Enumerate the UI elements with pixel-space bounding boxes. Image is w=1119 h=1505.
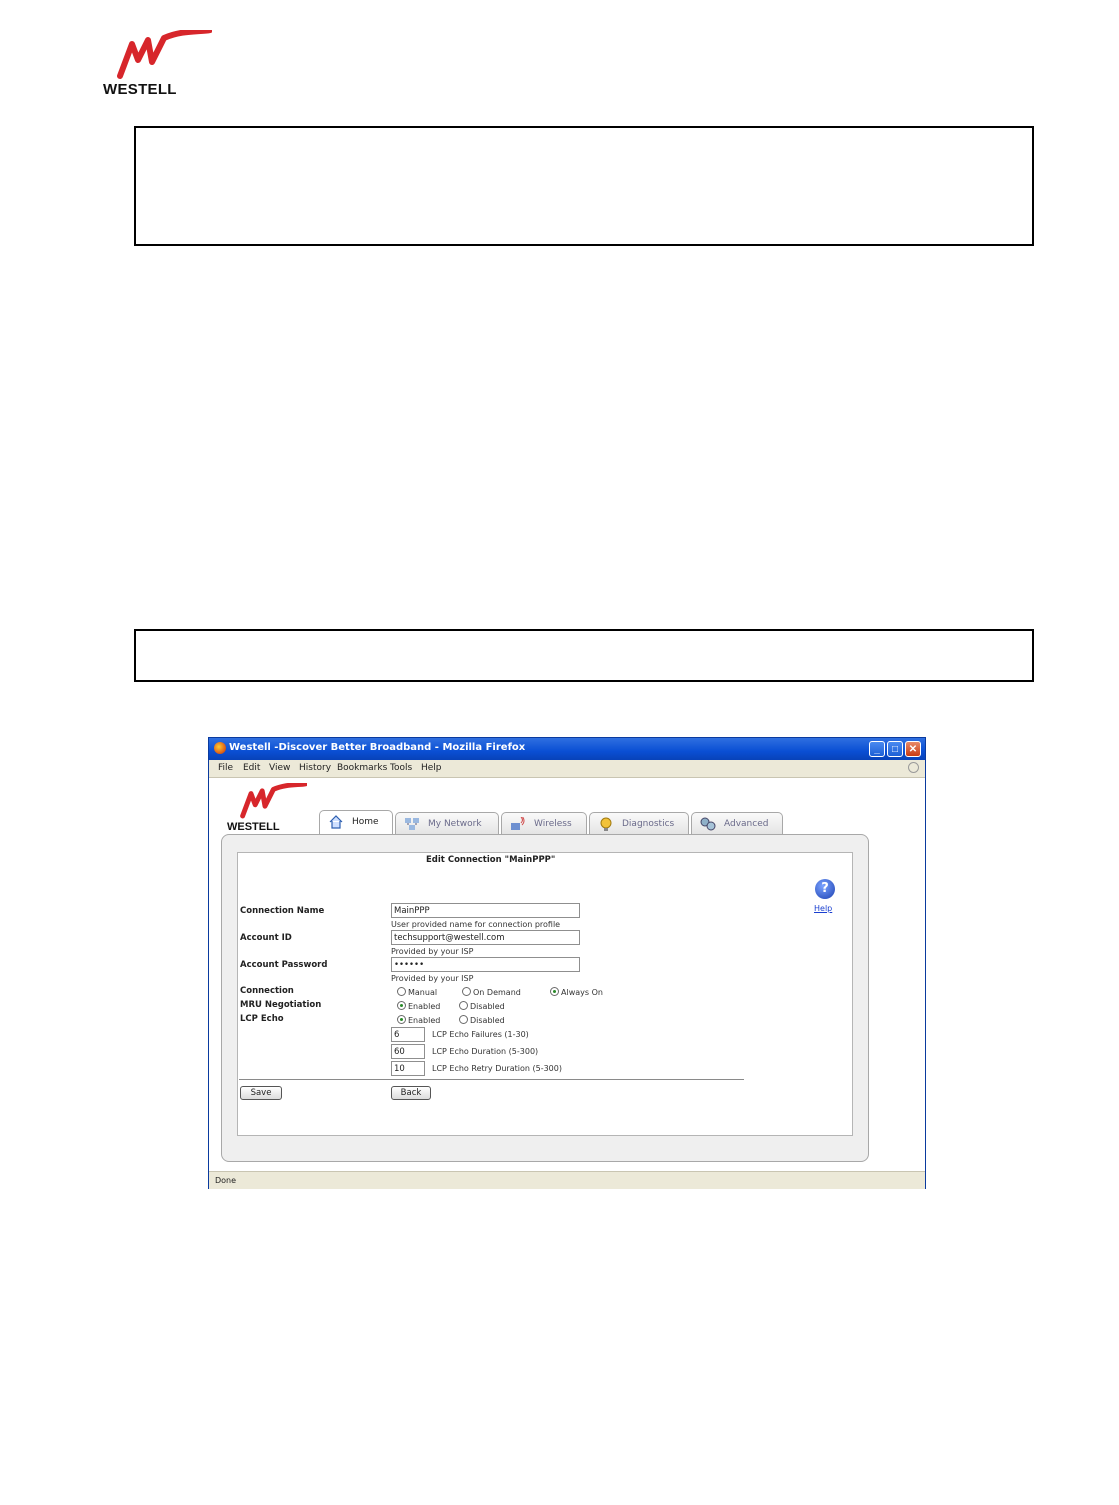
mru-disabled-label: Disabled bbox=[470, 1002, 505, 1011]
help-icon[interactable]: ? bbox=[815, 879, 835, 899]
form-panel bbox=[237, 852, 853, 1136]
connection-manual-label: Manual bbox=[408, 988, 438, 997]
logo-wordmark: WESTELL bbox=[227, 821, 280, 833]
menu-history[interactable]: History bbox=[299, 763, 332, 773]
westell-logo bbox=[100, 30, 210, 100]
account-id-input[interactable]: techsupport@westell.com bbox=[391, 930, 580, 945]
menu-view[interactable]: View bbox=[269, 763, 291, 773]
status-text: Done bbox=[215, 1176, 237, 1185]
lcp-echo-retry-input[interactable]: 10 bbox=[391, 1061, 425, 1076]
connection-manual-radio[interactable] bbox=[397, 987, 406, 996]
save-button[interactable]: Save bbox=[240, 1086, 282, 1100]
account-password-input[interactable]: •••••• bbox=[391, 957, 580, 972]
tab-wireless[interactable] bbox=[501, 812, 587, 834]
connection-name-input[interactable]: MainPPP bbox=[391, 903, 580, 918]
logo-wordmark: WESTELL bbox=[103, 81, 177, 98]
menu-file[interactable]: File bbox=[218, 763, 234, 773]
home-icon bbox=[328, 815, 344, 829]
form-divider bbox=[239, 1079, 744, 1080]
lcp-echo-failures-input[interactable]: 6 bbox=[391, 1027, 425, 1042]
status-bar bbox=[209, 1171, 925, 1189]
browser-window bbox=[208, 737, 926, 1189]
mru-enabled-label: Enabled bbox=[408, 1002, 441, 1011]
tab-label: Home bbox=[352, 817, 379, 827]
lcp-echo-retry-label: LCP Echo Retry Duration (5-300) bbox=[432, 1064, 562, 1073]
lcp-echo-failures-label: LCP Echo Failures (1-30) bbox=[432, 1030, 529, 1039]
wireless-icon bbox=[510, 817, 526, 831]
maximize-button[interactable]: □ bbox=[887, 741, 903, 757]
help-link[interactable]: Help bbox=[814, 904, 833, 913]
menu-bar bbox=[209, 760, 925, 778]
account-id-hint: Provided by your ISP bbox=[391, 947, 474, 956]
diagnostics-icon bbox=[598, 817, 614, 831]
lcp-disabled-label: Disabled bbox=[470, 1016, 505, 1025]
tab-label: Wireless bbox=[534, 819, 572, 829]
title-bar bbox=[209, 738, 925, 760]
menu-tools[interactable]: Tools bbox=[390, 763, 413, 773]
tab-label: My Network bbox=[428, 819, 482, 829]
connection-name-label: Connection Name bbox=[240, 906, 325, 916]
tab-label: Diagnostics bbox=[622, 819, 675, 829]
westell-swoosh-icon bbox=[237, 783, 307, 821]
firefox-icon bbox=[214, 742, 226, 754]
lcp-echo-label: LCP Echo bbox=[240, 1014, 284, 1024]
throbber-icon bbox=[908, 762, 919, 773]
note-box bbox=[134, 126, 1034, 246]
westell-logo bbox=[227, 783, 307, 833]
back-button[interactable]: Back bbox=[391, 1086, 431, 1100]
connection-on-demand-radio[interactable] bbox=[462, 987, 471, 996]
network-icon bbox=[404, 817, 420, 831]
close-button[interactable]: ✕ bbox=[905, 741, 921, 757]
lcp-enabled-label: Enabled bbox=[408, 1016, 441, 1025]
account-id-label: Account ID bbox=[240, 933, 292, 943]
minimize-button[interactable]: _ bbox=[869, 741, 885, 757]
lcp-disabled-radio[interactable] bbox=[459, 1015, 468, 1024]
mru-negotiation-label: MRU Negotiation bbox=[240, 1000, 322, 1010]
mru-enabled-radio[interactable] bbox=[397, 1001, 406, 1010]
lcp-echo-duration-input[interactable]: 60 bbox=[391, 1044, 425, 1059]
window-title: Westell -Discover Better Broadband - Mozilla Firefox bbox=[229, 742, 526, 753]
page-content bbox=[209, 778, 925, 1171]
connection-always-on-radio[interactable] bbox=[550, 987, 559, 996]
note-box bbox=[134, 629, 1034, 682]
tab-label: Advanced bbox=[724, 819, 769, 829]
lcp-enabled-radio[interactable] bbox=[397, 1015, 406, 1024]
account-password-label: Account Password bbox=[240, 960, 328, 970]
menu-help[interactable]: Help bbox=[421, 763, 442, 773]
tab-diagnostics[interactable] bbox=[589, 812, 689, 834]
connection-label: Connection bbox=[240, 986, 294, 996]
connection-on-demand-label: On Demand bbox=[473, 988, 521, 997]
advanced-icon bbox=[700, 817, 716, 831]
account-password-hint: Provided by your ISP bbox=[391, 974, 474, 983]
mru-disabled-radio[interactable] bbox=[459, 1001, 468, 1010]
form-heading: Edit Connection "MainPPP" bbox=[426, 855, 556, 865]
connection-name-hint: User provided name for connection profile bbox=[391, 920, 561, 929]
tab-my-network[interactable] bbox=[395, 812, 499, 834]
menu-edit[interactable]: Edit bbox=[243, 763, 261, 773]
connection-always-on-label: Always On bbox=[561, 988, 603, 997]
westell-swoosh-icon bbox=[112, 30, 212, 82]
lcp-echo-duration-label: LCP Echo Duration (5-300) bbox=[432, 1047, 539, 1056]
tab-home[interactable] bbox=[319, 810, 393, 834]
menu-bookmarks[interactable]: Bookmarks bbox=[337, 763, 388, 773]
tab-advanced[interactable] bbox=[691, 812, 783, 834]
